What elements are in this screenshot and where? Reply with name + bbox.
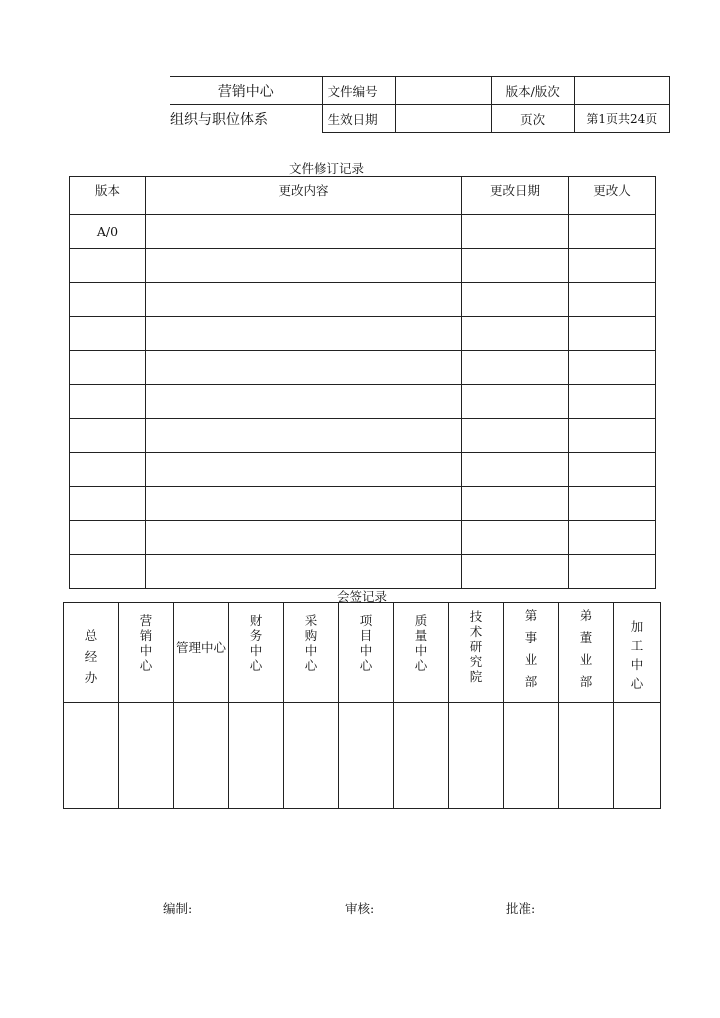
revision-row xyxy=(70,555,656,589)
revision-cell-date[interactable] xyxy=(462,249,569,283)
signature-cell[interactable] xyxy=(174,703,229,809)
signature-cell[interactable] xyxy=(449,703,504,809)
dept-marketing-center: 营销中心 xyxy=(119,603,174,703)
dept-procurement-center: 采购中心 xyxy=(284,603,339,703)
doc-no-value xyxy=(396,77,491,105)
revision-cell-date[interactable] xyxy=(462,283,569,317)
revision-col-person: 更改人 xyxy=(569,177,656,215)
revision-cell-person[interactable] xyxy=(569,487,656,521)
revision-row xyxy=(70,283,656,317)
dept-management-center: 管理中心 xyxy=(174,603,229,703)
revision-cell-content[interactable] xyxy=(146,215,462,249)
revision-cell-content[interactable] xyxy=(146,317,462,351)
revision-cell-person[interactable] xyxy=(569,385,656,419)
revision-cell-version[interactable] xyxy=(70,453,146,487)
revision-cell-content[interactable] xyxy=(146,351,462,385)
dept-finance-center: 财务中心 xyxy=(229,603,284,703)
revision-row xyxy=(70,419,656,453)
revision-cell-version[interactable] xyxy=(70,487,146,521)
revision-cell-date[interactable] xyxy=(462,215,569,249)
revision-cell-content[interactable] xyxy=(146,453,462,487)
revision-cell-content[interactable] xyxy=(146,521,462,555)
signature-cell[interactable] xyxy=(339,703,394,809)
version-value xyxy=(574,77,669,105)
revision-cell-version[interactable] xyxy=(70,385,146,419)
revision-header-row xyxy=(70,177,656,215)
signature-cell[interactable] xyxy=(504,703,559,809)
revision-row xyxy=(70,317,656,351)
revision-cell-content[interactable] xyxy=(146,555,462,589)
revision-cell-version[interactable] xyxy=(70,521,146,555)
revision-cell-person[interactable] xyxy=(569,351,656,385)
revision-cell-date[interactable] xyxy=(462,555,569,589)
dept-board-division: 弟董业部 xyxy=(559,603,614,703)
revision-cell-date[interactable] xyxy=(462,385,569,419)
revision-row xyxy=(70,249,656,283)
signature-cell[interactable] xyxy=(284,703,339,809)
revision-row xyxy=(70,521,656,555)
revision-cell-person[interactable] xyxy=(569,555,656,589)
page-value: 第1页共24页 xyxy=(574,105,669,133)
revision-cell-date[interactable] xyxy=(462,453,569,487)
prepared-by-label: 编制: xyxy=(163,901,193,916)
doc-no-label: 文件编号 xyxy=(322,77,396,105)
header-title-line1: 营销中心 xyxy=(170,77,322,105)
revision-cell-person[interactable] xyxy=(569,317,656,351)
revision-cell-person[interactable] xyxy=(569,215,656,249)
version-label: 版本/版次 xyxy=(491,77,574,105)
revision-cell-date[interactable] xyxy=(462,351,569,385)
revision-col-content: 更改内容 xyxy=(146,177,462,215)
revision-row xyxy=(70,215,656,249)
revision-col-version: 版本 xyxy=(70,177,146,215)
revision-cell-date[interactable] xyxy=(462,521,569,555)
dept-business-division: 第事业部 xyxy=(504,603,559,703)
countersign-table xyxy=(63,602,661,809)
revision-cell-version[interactable] xyxy=(70,249,146,283)
dept-project-center: 项目中心 xyxy=(339,603,394,703)
revision-cell-version[interactable] xyxy=(70,555,146,589)
revision-cell-person[interactable] xyxy=(569,419,656,453)
revision-row xyxy=(70,385,656,419)
revision-caption: 文件修订记录 xyxy=(289,161,365,176)
header-title-line2: 组织与职位体系 xyxy=(170,105,322,133)
dept-general-office: 总经办 xyxy=(64,603,119,703)
document-header-table xyxy=(170,76,670,133)
revision-cell-date[interactable] xyxy=(462,419,569,453)
page-label: 页次 xyxy=(491,105,574,133)
revision-cell-content[interactable] xyxy=(146,419,462,453)
revision-cell-version[interactable] xyxy=(70,419,146,453)
dept-quality-center: 质量中心 xyxy=(394,603,449,703)
revision-row xyxy=(70,487,656,521)
revision-row xyxy=(70,351,656,385)
reviewed-by-label: 审核: xyxy=(345,901,375,916)
revision-cell-date[interactable] xyxy=(462,317,569,351)
revision-cell-content[interactable] xyxy=(146,283,462,317)
revision-cell-person[interactable] xyxy=(569,453,656,487)
effective-date-value xyxy=(396,105,491,133)
signature-cell[interactable] xyxy=(119,703,174,809)
signature-cell[interactable] xyxy=(559,703,614,809)
revision-cell-version[interactable] xyxy=(70,317,146,351)
signature-cell[interactable] xyxy=(614,703,661,809)
revision-cell-date[interactable] xyxy=(462,487,569,521)
countersign-caption: 会签记录 xyxy=(337,589,388,604)
revision-cell-content[interactable] xyxy=(146,385,462,419)
revision-cell-person[interactable] xyxy=(569,283,656,317)
revision-cell-content[interactable] xyxy=(146,487,462,521)
revision-cell-person[interactable] xyxy=(569,521,656,555)
revision-row xyxy=(70,453,656,487)
revision-cell-version[interactable]: A/0 xyxy=(70,215,146,249)
revision-cell-person[interactable] xyxy=(569,249,656,283)
effective-date-label: 生效日期 xyxy=(322,105,396,133)
revision-cell-version[interactable] xyxy=(70,351,146,385)
revision-cell-content[interactable] xyxy=(146,249,462,283)
revision-table xyxy=(69,176,656,589)
revision-col-date: 更改日期 xyxy=(462,177,569,215)
countersign-signature-row xyxy=(64,703,661,809)
revision-body xyxy=(70,215,656,589)
approved-by-label: 批准: xyxy=(506,901,536,916)
signature-cell[interactable] xyxy=(394,703,449,809)
signature-cell[interactable] xyxy=(64,703,119,809)
signature-cell[interactable] xyxy=(229,703,284,809)
revision-cell-version[interactable] xyxy=(70,283,146,317)
countersign-header-row xyxy=(64,603,661,703)
dept-processing-center: 加工中心 xyxy=(614,603,661,703)
dept-tech-institute: 技术研究院 xyxy=(449,603,504,703)
